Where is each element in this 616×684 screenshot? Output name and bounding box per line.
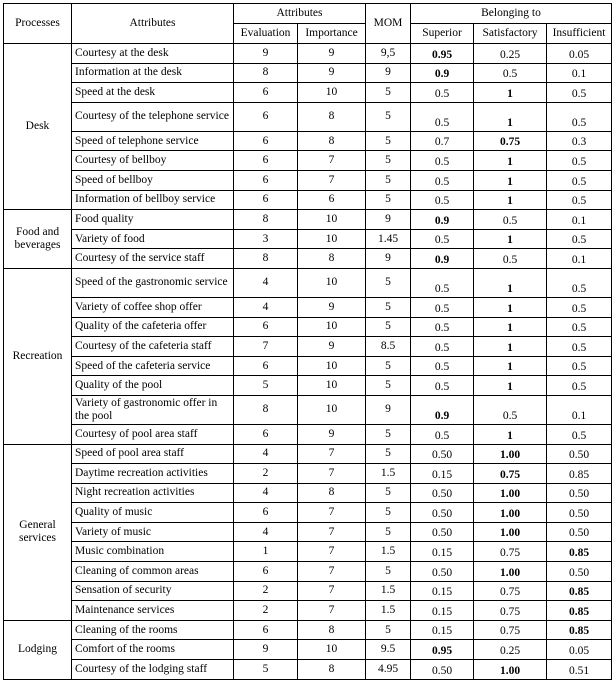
attribute-cell: Courtesy of the telephone service (72, 102, 234, 131)
table-row (4, 268, 612, 297)
mom-cell: 1.5 (366, 601, 411, 621)
table-row (4, 424, 612, 444)
attribute-cell: Variety of food (72, 229, 234, 249)
superior-cell: 0.50 (411, 660, 474, 680)
table-row (4, 464, 612, 484)
superior-cell: 0.5 (411, 83, 474, 103)
process-cell: General services (4, 444, 72, 620)
satisfactory-cell: 1 (474, 268, 547, 297)
table-row (4, 542, 612, 562)
evaluation-cell: 8 (234, 395, 298, 424)
attribute-cell: Quality of music (72, 503, 234, 523)
satisfactory-cell: 0.5 (474, 63, 547, 83)
evaluation-cell: 6 (234, 83, 298, 103)
insufficient-cell: 0.5 (547, 190, 612, 210)
table-row (4, 337, 612, 357)
mom-cell: 9 (366, 210, 411, 230)
superior-cell: 0.15 (411, 581, 474, 601)
superior-cell: 0.5 (411, 317, 474, 337)
satisfactory-cell: 1 (474, 376, 547, 396)
insufficient-cell: 0.5 (547, 337, 612, 357)
attribute-cell: Sensation of security (72, 581, 234, 601)
attribute-cell: Variety of coffee shop offer (72, 297, 234, 317)
table-row (4, 640, 612, 660)
importance-cell: 9 (298, 297, 366, 317)
evaluation-cell: 6 (234, 131, 298, 151)
evaluation-cell: 2 (234, 601, 298, 621)
table-row (4, 620, 612, 640)
importance-cell: 6 (298, 190, 366, 210)
table-row (4, 522, 612, 542)
mom-cell: 5 (366, 444, 411, 464)
attribute-cell: Daytime recreation activities (72, 464, 234, 484)
insufficient-cell: 0.3 (547, 131, 612, 151)
mom-cell: 5 (366, 424, 411, 444)
importance-cell: 7 (298, 464, 366, 484)
evaluation-cell: 3 (234, 229, 298, 249)
attribute-cell: Night recreation activities (72, 483, 234, 503)
header-belonging-to: Belonging to (411, 4, 612, 24)
mom-cell: 5 (366, 151, 411, 171)
header-insufficient: Insufficient (547, 24, 612, 44)
importance-cell: 9 (298, 424, 366, 444)
satisfactory-cell: 0.5 (474, 395, 547, 424)
evaluation-cell: 6 (234, 317, 298, 337)
evaluation-cell: 5 (234, 660, 298, 680)
insufficient-cell: 0.50 (547, 503, 612, 523)
importance-cell: 9 (298, 44, 366, 64)
superior-cell: 0.5 (411, 102, 474, 131)
process-cell: Recreation (4, 268, 72, 444)
superior-cell: 0.5 (411, 190, 474, 210)
table-row (4, 297, 612, 317)
mom-cell: 5 (366, 503, 411, 523)
table-row (4, 190, 612, 210)
importance-cell: 7 (298, 562, 366, 582)
insufficient-cell: 0.85 (547, 620, 612, 640)
mom-cell: 5 (366, 562, 411, 582)
insufficient-cell: 0.50 (547, 483, 612, 503)
satisfactory-cell: 1.00 (474, 522, 547, 542)
insufficient-cell: 0.5 (547, 229, 612, 249)
importance-cell: 10 (298, 83, 366, 103)
superior-cell: 0.5 (411, 337, 474, 357)
mom-cell: 5 (366, 131, 411, 151)
table-row (4, 581, 612, 601)
importance-cell: 7 (298, 542, 366, 562)
mom-cell: 5 (366, 170, 411, 190)
table-row (4, 356, 612, 376)
mom-cell: 5 (366, 190, 411, 210)
evaluation-cell: 6 (234, 190, 298, 210)
header-satisfactory: Satisfactory (474, 24, 547, 44)
satisfactory-cell: 0.75 (474, 131, 547, 151)
table-row (4, 660, 612, 680)
superior-cell: 0.15 (411, 542, 474, 562)
mom-cell: 1.45 (366, 229, 411, 249)
attribute-cell: Variety of gastronomic offer in the pool (72, 395, 234, 424)
mom-cell: 5 (366, 268, 411, 297)
table-row (4, 229, 612, 249)
table-row (4, 63, 612, 83)
attribute-cell: Cleaning of common areas (72, 562, 234, 582)
superior-cell: 0.50 (411, 483, 474, 503)
mom-cell: 5 (366, 376, 411, 396)
evaluation-cell: 4 (234, 483, 298, 503)
importance-cell: 10 (298, 395, 366, 424)
insufficient-cell: 0.85 (547, 601, 612, 621)
process-cell: Desk (4, 44, 72, 210)
satisfactory-cell: 0.25 (474, 44, 547, 64)
satisfactory-cell: 1 (474, 424, 547, 444)
insufficient-cell: 0.5 (547, 356, 612, 376)
mom-cell: 9,5 (366, 44, 411, 64)
superior-cell: 0.5 (411, 356, 474, 376)
mom-cell: 5 (366, 83, 411, 103)
table-row (4, 503, 612, 523)
attribute-cell: Food quality (72, 210, 234, 230)
superior-cell: 0.50 (411, 522, 474, 542)
insufficient-cell: 0.85 (547, 581, 612, 601)
importance-cell: 10 (298, 356, 366, 376)
satisfactory-cell: 0.75 (474, 620, 547, 640)
satisfactory-cell: 0.25 (474, 640, 547, 660)
attribute-cell: Speed at the desk (72, 83, 234, 103)
superior-cell: 0.5 (411, 297, 474, 317)
insufficient-cell: 0.5 (547, 151, 612, 171)
insufficient-cell: 0.5 (547, 317, 612, 337)
superior-cell: 0.15 (411, 620, 474, 640)
insufficient-cell: 0.5 (547, 297, 612, 317)
insufficient-cell: 0.5 (547, 424, 612, 444)
insufficient-cell: 0.5 (547, 83, 612, 103)
table-row (4, 44, 612, 64)
attribute-cell: Speed of telephone service (72, 131, 234, 151)
importance-cell: 8 (298, 131, 366, 151)
insufficient-cell: 0.50 (547, 522, 612, 542)
insufficient-cell: 0.05 (547, 640, 612, 660)
attribute-cell: Maintenance services (72, 601, 234, 621)
attribute-cell: Comfort of the rooms (72, 640, 234, 660)
evaluation-cell: 6 (234, 424, 298, 444)
insufficient-cell: 0.5 (547, 268, 612, 297)
table-body (4, 44, 612, 680)
importance-cell: 9 (298, 63, 366, 83)
evaluation-cell: 7 (234, 337, 298, 357)
header-attributes-group: Attributes (234, 4, 366, 24)
table-row (4, 102, 612, 131)
satisfactory-cell: 1.00 (474, 660, 547, 680)
superior-cell: 0.5 (411, 376, 474, 396)
attribute-cell: Variety of music (72, 522, 234, 542)
mom-cell: 9.5 (366, 640, 411, 660)
attribute-cell: Music combination (72, 542, 234, 562)
evaluation-cell: 4 (234, 444, 298, 464)
importance-cell: 7 (298, 170, 366, 190)
evaluation-cell: 2 (234, 581, 298, 601)
superior-cell: 0.9 (411, 63, 474, 83)
satisfactory-cell: 1.00 (474, 444, 547, 464)
attribute-cell: Cleaning of the rooms (72, 620, 234, 640)
header-attributes: Attributes (72, 4, 234, 44)
superior-cell: 0.5 (411, 151, 474, 171)
mom-cell: 1.5 (366, 581, 411, 601)
attribute-cell: Courtesy of the cafeteria staff (72, 337, 234, 357)
evaluation-cell: 4 (234, 297, 298, 317)
satisfactory-cell: 1.00 (474, 562, 547, 582)
header-evaluation: Evaluation (234, 24, 298, 44)
attribute-cell: Courtesy of bellboy (72, 151, 234, 171)
superior-cell: 0.5 (411, 424, 474, 444)
satisfactory-cell: 0.75 (474, 542, 547, 562)
superior-cell: 0.5 (411, 229, 474, 249)
attribute-cell: Courtesy of pool area staff (72, 424, 234, 444)
satisfactory-cell: 1 (474, 170, 547, 190)
attribute-cell: Speed of bellboy (72, 170, 234, 190)
superior-cell: 0.5 (411, 170, 474, 190)
process-cell: Lodging (4, 620, 72, 679)
superior-cell: 0.50 (411, 503, 474, 523)
table-row (4, 131, 612, 151)
insufficient-cell: 0.1 (547, 210, 612, 230)
importance-cell: 8 (298, 483, 366, 503)
importance-cell: 8 (298, 249, 366, 269)
table-row (4, 151, 612, 171)
evaluation-cell: 6 (234, 503, 298, 523)
mom-cell: 1.5 (366, 464, 411, 484)
importance-cell: 10 (298, 640, 366, 660)
superior-cell: 0.95 (411, 44, 474, 64)
insufficient-cell: 0.5 (547, 376, 612, 396)
satisfactory-cell: 0.75 (474, 581, 547, 601)
attribute-cell: Courtesy at the desk (72, 44, 234, 64)
mom-cell: 5 (366, 102, 411, 131)
satisfactory-cell: 0.5 (474, 249, 547, 269)
evaluation-cell: 6 (234, 170, 298, 190)
table-row (4, 317, 612, 337)
superior-cell: 0.50 (411, 444, 474, 464)
evaluation-cell: 8 (234, 63, 298, 83)
importance-cell: 10 (298, 229, 366, 249)
header-processes: Processes (4, 4, 72, 44)
importance-cell: 7 (298, 522, 366, 542)
importance-cell: 8 (298, 620, 366, 640)
mom-cell: 4.95 (366, 660, 411, 680)
insufficient-cell: 0.5 (547, 102, 612, 131)
mom-cell: 5 (366, 620, 411, 640)
table-row (4, 444, 612, 464)
evaluation-cell: 5 (234, 376, 298, 396)
attribute-cell: Information at the desk (72, 63, 234, 83)
satisfactory-cell: 1.00 (474, 503, 547, 523)
superior-cell: 0.15 (411, 464, 474, 484)
importance-cell: 9 (298, 337, 366, 357)
evaluation-cell: 8 (234, 210, 298, 230)
superior-cell: 0.7 (411, 131, 474, 151)
importance-cell: 7 (298, 444, 366, 464)
importance-cell: 8 (298, 660, 366, 680)
superior-cell: 0.15 (411, 601, 474, 621)
attribute-cell: Speed of the gastronomic service (72, 268, 234, 297)
table-row (4, 601, 612, 621)
insufficient-cell: 0.1 (547, 395, 612, 424)
attribute-cell: Information of bellboy service (72, 190, 234, 210)
attribute-cell: Speed of pool area staff (72, 444, 234, 464)
evaluation-cell: 6 (234, 562, 298, 582)
superior-cell: 0.50 (411, 562, 474, 582)
satisfactory-cell: 1 (474, 229, 547, 249)
evaluation-cell: 1 (234, 542, 298, 562)
superior-cell: 0.9 (411, 210, 474, 230)
insufficient-cell: 0.50 (547, 562, 612, 582)
satisfactory-cell: 1 (474, 102, 547, 131)
insufficient-cell: 0.50 (547, 444, 612, 464)
satisfactory-cell: 0.75 (474, 601, 547, 621)
importance-cell: 7 (298, 601, 366, 621)
table-row (4, 376, 612, 396)
mom-cell: 1.5 (366, 542, 411, 562)
satisfactory-cell: 0.75 (474, 464, 547, 484)
evaluation-cell: 6 (234, 151, 298, 171)
satisfactory-cell: 1.00 (474, 483, 547, 503)
header-importance: Importance (298, 24, 366, 44)
evaluation-cell: 9 (234, 640, 298, 660)
table-row (4, 170, 612, 190)
attribute-cell: Courtesy of the lodging staff (72, 660, 234, 680)
insufficient-cell: 0.85 (547, 464, 612, 484)
mom-cell: 9 (366, 63, 411, 83)
evaluation-cell: 2 (234, 464, 298, 484)
insufficient-cell: 0.1 (547, 249, 612, 269)
importance-cell: 7 (298, 151, 366, 171)
importance-cell: 10 (298, 376, 366, 396)
insufficient-cell: 0.1 (547, 63, 612, 83)
superior-cell: 0.95 (411, 640, 474, 660)
superior-cell: 0.9 (411, 249, 474, 269)
evaluation-cell: 9 (234, 44, 298, 64)
evaluation-cell: 4 (234, 522, 298, 542)
evaluation-table (3, 3, 612, 680)
insufficient-cell: 0.5 (547, 170, 612, 190)
superior-cell: 0.5 (411, 268, 474, 297)
attribute-cell: Quality of the cafeteria offer (72, 317, 234, 337)
satisfactory-cell: 1 (474, 83, 547, 103)
table-row (4, 562, 612, 582)
table-row (4, 395, 612, 424)
satisfactory-cell: 1 (474, 151, 547, 171)
importance-cell: 7 (298, 581, 366, 601)
evaluation-cell: 4 (234, 268, 298, 297)
evaluation-cell: 6 (234, 356, 298, 376)
insufficient-cell: 0.85 (547, 542, 612, 562)
importance-cell: 8 (298, 102, 366, 131)
insufficient-cell: 0.51 (547, 660, 612, 680)
mom-cell: 5 (366, 483, 411, 503)
evaluation-cell: 6 (234, 620, 298, 640)
satisfactory-cell: 1 (474, 356, 547, 376)
table-row (4, 83, 612, 103)
insufficient-cell: 0.05 (547, 44, 612, 64)
mom-cell: 9 (366, 249, 411, 269)
header-mom: MOM (366, 4, 411, 44)
attribute-cell: Speed of the cafeteria service (72, 356, 234, 376)
header-superior: Superior (411, 24, 474, 44)
mom-cell: 5 (366, 356, 411, 376)
mom-cell: 5 (366, 317, 411, 337)
mom-cell: 8.5 (366, 337, 411, 357)
satisfactory-cell: 1 (474, 297, 547, 317)
importance-cell: 10 (298, 268, 366, 297)
process-cell: Food and beverages (4, 210, 72, 269)
evaluation-cell: 8 (234, 249, 298, 269)
attribute-cell: Courtesy of the service staff (72, 249, 234, 269)
importance-cell: 7 (298, 503, 366, 523)
satisfactory-cell: 1 (474, 190, 547, 210)
attribute-cell: Quality of the pool (72, 376, 234, 396)
mom-cell: 5 (366, 297, 411, 317)
satisfactory-cell: 0.5 (474, 210, 547, 230)
mom-cell: 9 (366, 395, 411, 424)
satisfactory-cell: 1 (474, 337, 547, 357)
evaluation-cell: 6 (234, 102, 298, 131)
importance-cell: 10 (298, 317, 366, 337)
table-row (4, 249, 612, 269)
superior-cell: 0.9 (411, 395, 474, 424)
satisfactory-cell: 1 (474, 317, 547, 337)
table-row (4, 483, 612, 503)
importance-cell: 10 (298, 210, 366, 230)
mom-cell: 5 (366, 522, 411, 542)
table-row (4, 210, 612, 230)
